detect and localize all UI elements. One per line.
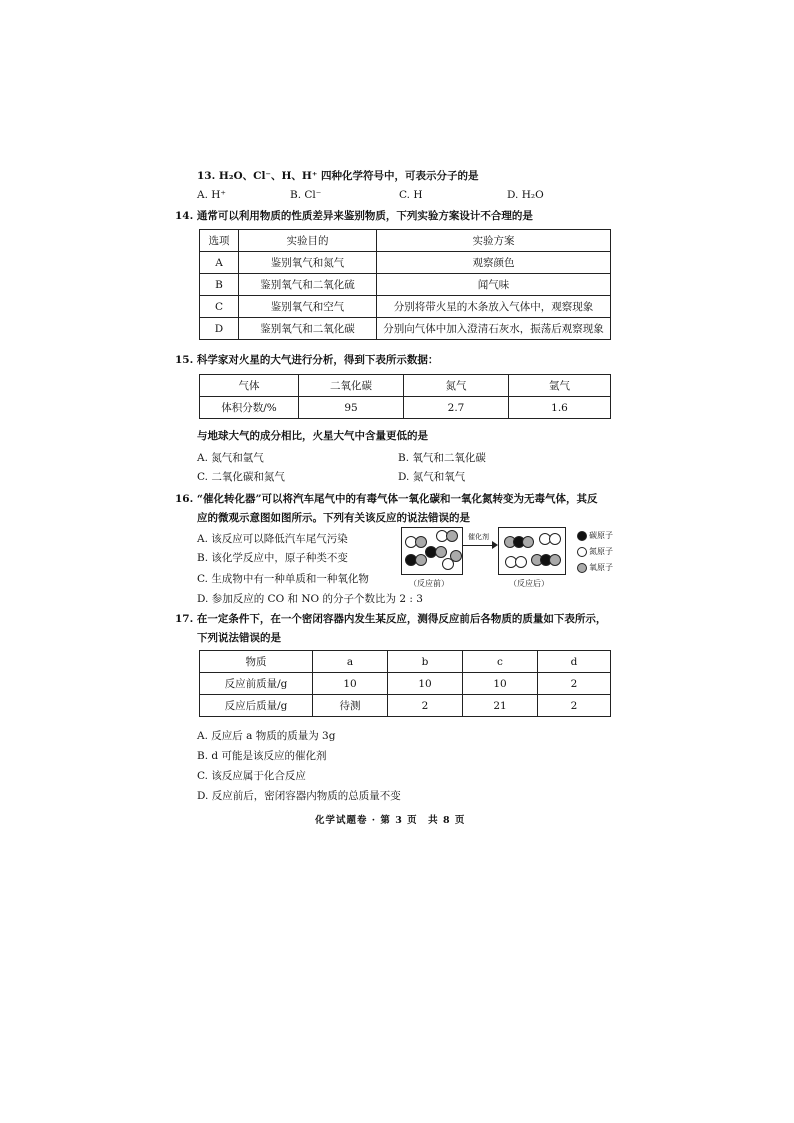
oxygen-atom-icon (577, 563, 587, 573)
oxygen-atom (446, 530, 458, 542)
table-header-cell: c (463, 651, 538, 673)
q16-option-c: C. 生成物中有一种单质和一种氧化物 (197, 573, 369, 585)
table-cell: 2 (538, 673, 611, 695)
q17-stem-line2: 下列说法错误的是 (197, 632, 281, 644)
table-cell: 鉴别氧气和二氧化硫 (239, 274, 377, 296)
table-row (200, 274, 611, 296)
table-header-cell: 氩气 (509, 375, 611, 397)
nitrogen-atom-icon (577, 547, 587, 557)
table-row (200, 673, 611, 695)
catalyst-label: 催化剂 (468, 533, 489, 541)
table-cell: 21 (463, 695, 538, 717)
oxygen-atom (435, 546, 447, 558)
table-header-cell: 气体 (200, 375, 299, 397)
table-header-row (200, 230, 611, 252)
oxygen-atom (450, 550, 462, 562)
q15-option-c: C. 二氧化碳和氮气 (197, 471, 285, 483)
table-cell: 反应后质量/g (200, 695, 313, 717)
q16-stem-line2: 应的微观示意图如图所示。下列有关该反应的说法错误的是 (197, 512, 470, 524)
q16-option-d: D. 参加反应的 CO 和 NO 的分子个数比为 2 : 3 (197, 593, 423, 605)
q15-option-b: B. 氧气和二氧化碳 (398, 452, 486, 464)
q17-stem-line1: 17. 在一定条件下，在一个密闭容器内发生某反应，测得反应前后各物质的质量如下表所示， (175, 613, 607, 625)
table-header-cell: d (538, 651, 611, 673)
q15-table (199, 374, 611, 419)
q15-stem: 15. 科学家对火星的大气进行分析，得到下表所示数据： (175, 354, 439, 366)
q16-stem-line1: 16. “催化转化器”可以将汽车尾气中的有毒气体一氧化碳和一氧化氮转变为无毒气体，其反 (175, 493, 598, 505)
oxygen-atom (522, 536, 534, 548)
q17-option-c: C. 该反应属于化合反应 (197, 770, 306, 782)
after-reaction-box (498, 527, 566, 575)
table-row (200, 318, 611, 340)
table-cell: D (200, 318, 239, 340)
q13-option-b: B. Cl⁻ (290, 189, 322, 201)
q13-stem: 13. H₂O、Cl⁻、H、H⁺ 四种化学符号中，可表示分子的是 (197, 170, 479, 182)
table-cell: 鉴别氧气和二氧化碳 (239, 318, 377, 340)
q13-option-a: A. H⁺ (197, 189, 226, 201)
table-header-row (200, 375, 611, 397)
q13-option-d: D. H₂O (507, 189, 544, 201)
table-cell: B (200, 274, 239, 296)
legend-nitrogen: 氮原子 (577, 546, 613, 557)
table-cell: 95 (299, 397, 404, 419)
table-cell: A (200, 252, 239, 274)
table-cell: 2 (388, 695, 463, 717)
oxygen-atom (415, 536, 427, 548)
q14-table (199, 229, 611, 340)
table-cell: 2.7 (404, 397, 509, 419)
legend-oxygen: 氧原子 (577, 562, 613, 573)
legend-carbon: 碳原子 (577, 530, 613, 541)
q14-stem: 14. 通常可以利用物质的性质差异来鉴别物质，下列实验方案设计不合理的是 (175, 210, 533, 222)
table-cell: 10 (313, 673, 388, 695)
page-footer: 化学试题卷 · 第 3 页 共 8 页 (315, 815, 466, 826)
after-caption: （反应后） (509, 579, 549, 588)
before-caption: （反应前） (409, 579, 449, 588)
q17-option-a: A. 反应后 a 物质的质量为 3g (197, 730, 336, 742)
table-cell: 2 (538, 695, 611, 717)
q15-option-d: D. 氮气和氧气 (398, 471, 466, 483)
table-header-cell: 氮气 (404, 375, 509, 397)
table-cell: 观察颜色 (377, 252, 611, 274)
reaction-arrow (462, 545, 496, 546)
table-cell: 鉴别氧气和氮气 (239, 252, 377, 274)
oxygen-atom (549, 554, 561, 566)
table-cell: 分别向气体中加入澄清石灰水，振荡后观察现象 (377, 318, 611, 340)
table-header-cell: 实验目的 (239, 230, 377, 252)
nitrogen-atom (549, 533, 561, 545)
q16-option-a: A. 该反应可以降低汽车尾气污染 (197, 533, 348, 545)
table-cell: 反应前质量/g (200, 673, 313, 695)
q17-option-d: D. 反应前后，密闭容器内物质的总质量不变 (197, 790, 401, 802)
nitrogen-atom (515, 556, 527, 568)
before-reaction-box (401, 527, 463, 575)
table-header-cell: 物质 (200, 651, 313, 673)
q16-option-b: B. 该化学反应中，原子种类不变 (197, 552, 348, 564)
table-row (200, 695, 611, 717)
table-cell: 10 (463, 673, 538, 695)
table-header-cell: a (313, 651, 388, 673)
q15-option-a: A. 氮气和氩气 (197, 452, 264, 464)
table-cell: 体积分数/% (200, 397, 299, 419)
table-header-cell: 选项 (200, 230, 239, 252)
table-header-cell: b (388, 651, 463, 673)
q17-table (199, 650, 611, 717)
table-cell: 10 (388, 673, 463, 695)
table-cell: 1.6 (509, 397, 611, 419)
table-cell: C (200, 296, 239, 318)
table-row (200, 296, 611, 318)
q13-option-c: C. H (399, 189, 423, 201)
table-header-cell: 实验方案 (377, 230, 611, 252)
oxygen-atom (415, 554, 427, 566)
table-row (200, 252, 611, 274)
carbon-atom-icon (577, 531, 587, 541)
q15-question: 与地球大气的成分相比，火星大气中含量更低的是 (197, 430, 428, 442)
table-header-cell: 二氧化碳 (299, 375, 404, 397)
q17-option-b: B. d 可能是该反应的催化剂 (197, 750, 327, 762)
table-cell: 鉴别氧气和空气 (239, 296, 377, 318)
table-cell: 闻气味 (377, 274, 611, 296)
table-cell: 待测 (313, 695, 388, 717)
table-row (200, 397, 611, 419)
table-cell: 分别将带火星的木条放入气体中，观察现象 (377, 296, 611, 318)
table-header-row (200, 651, 611, 673)
